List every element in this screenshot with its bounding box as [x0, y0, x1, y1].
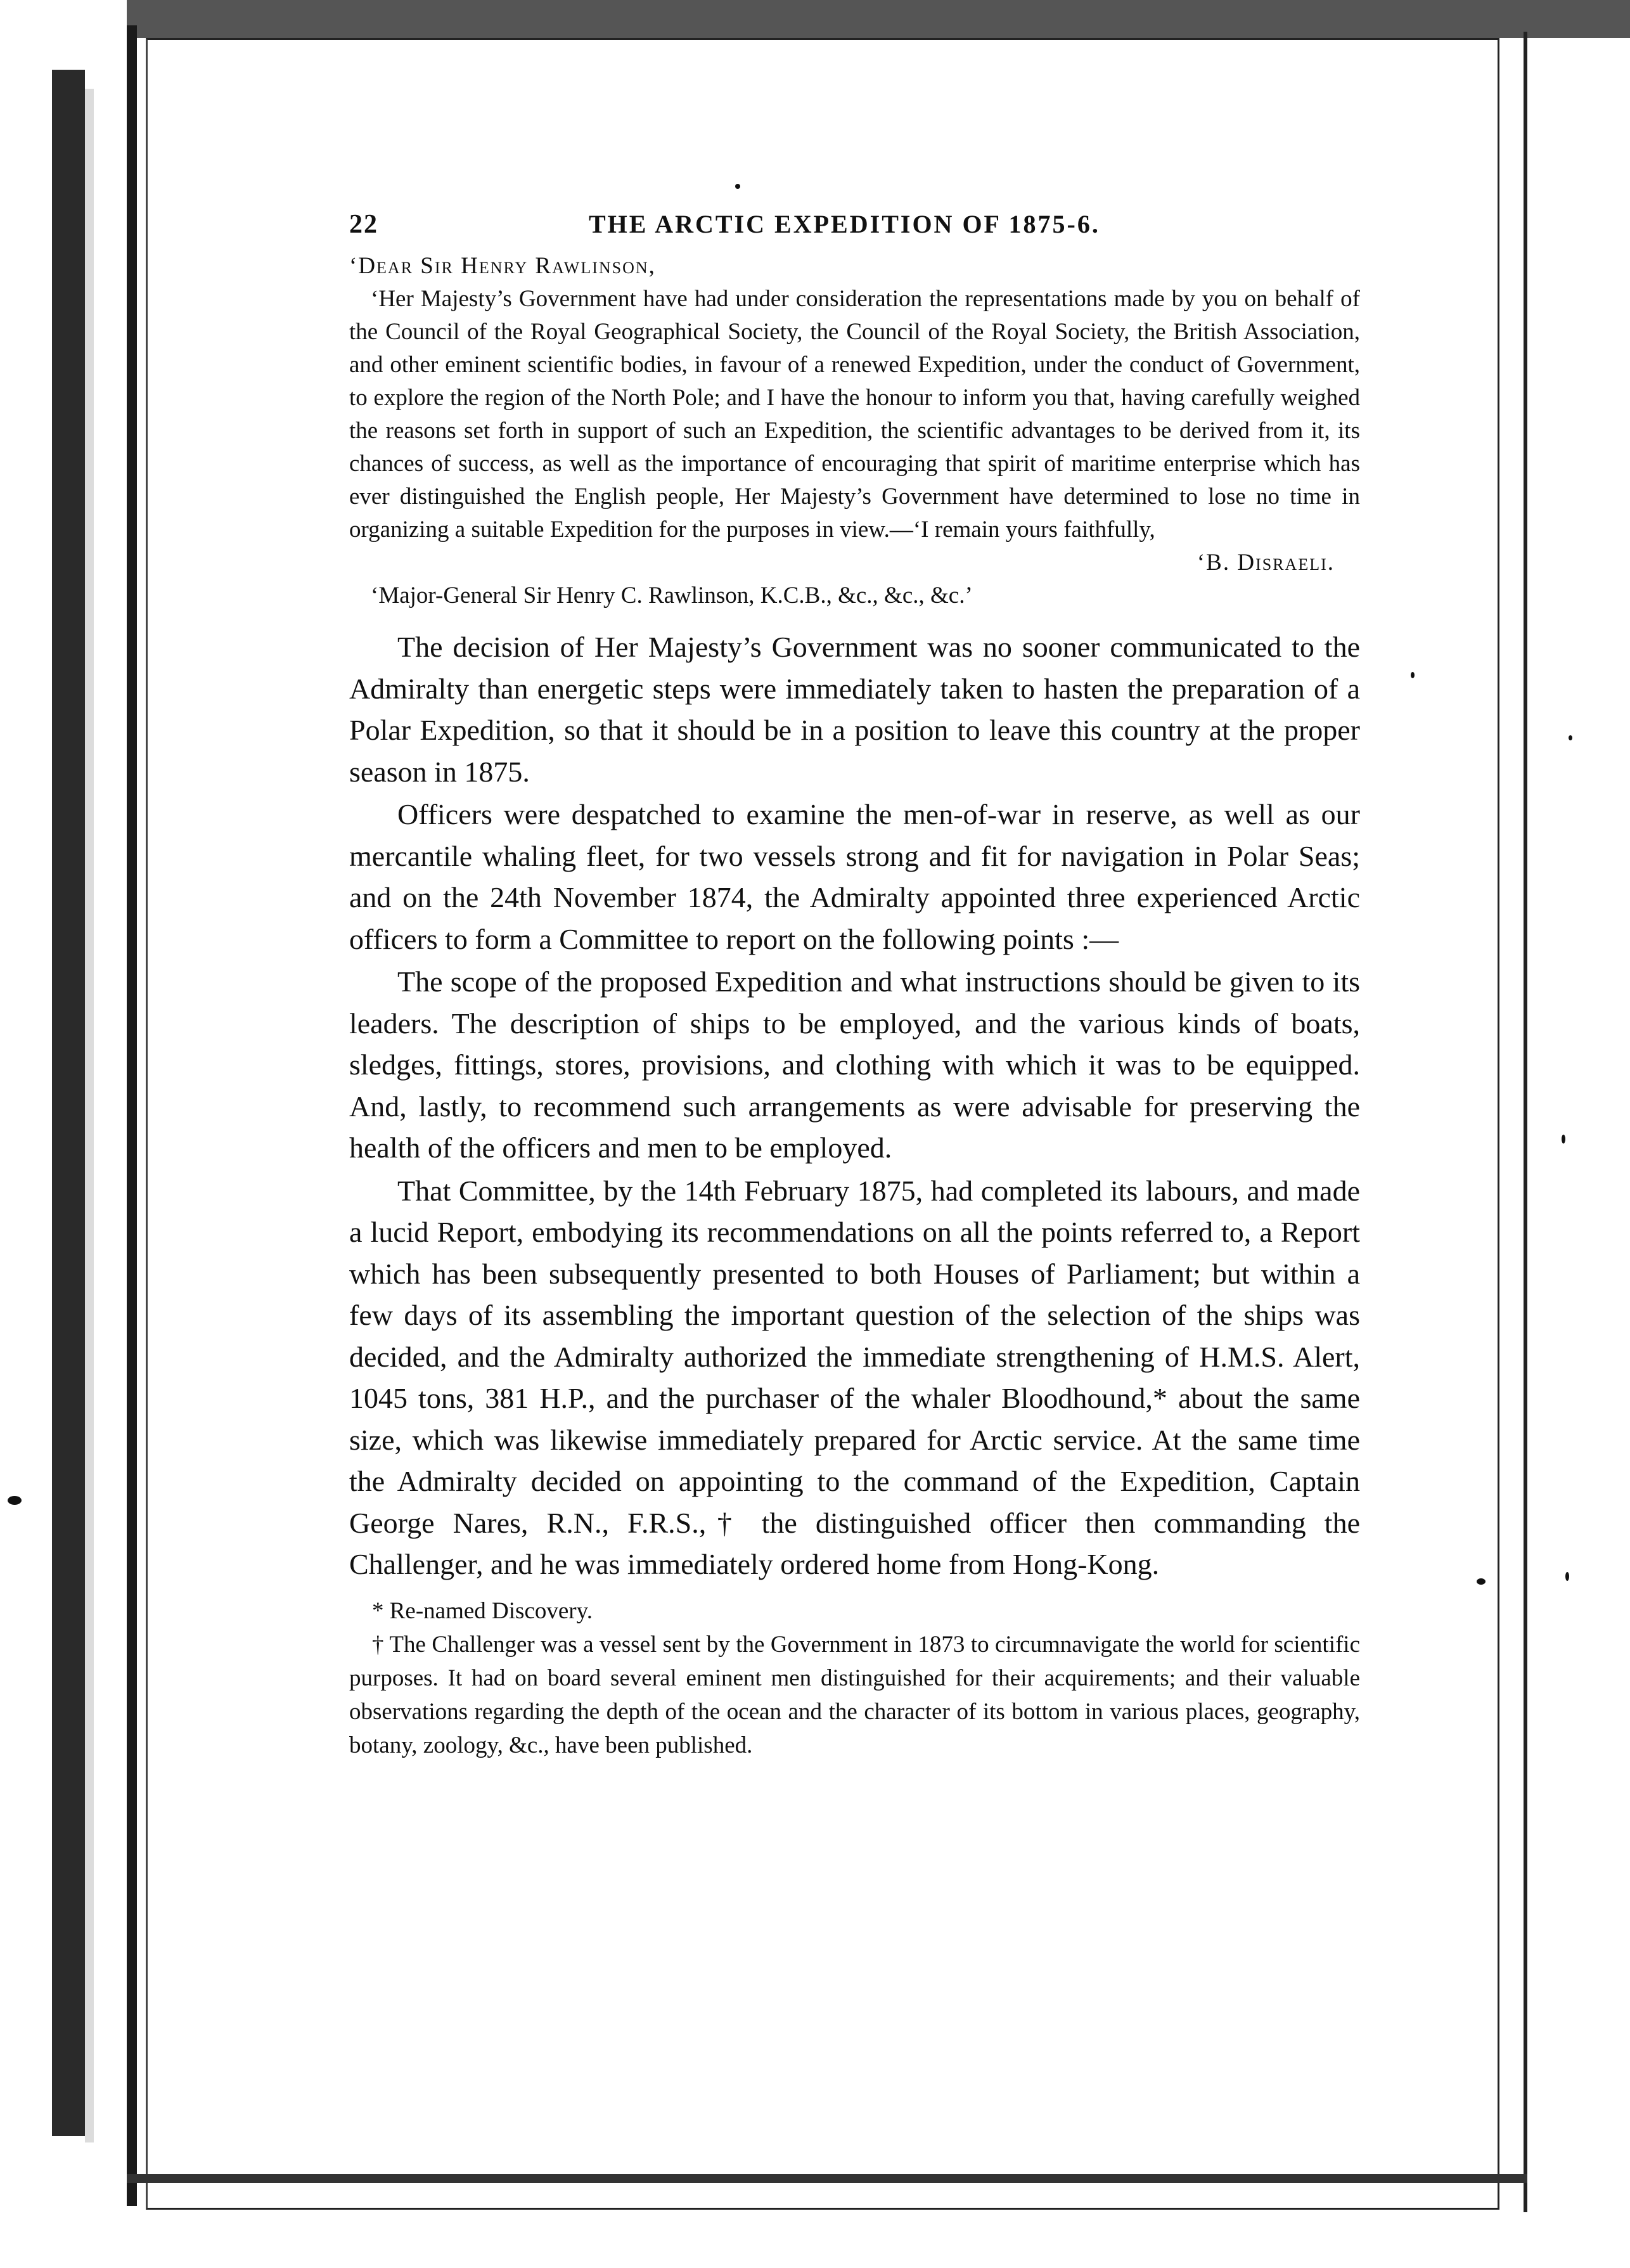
footnote: † The Challenger was a vessel sent by the Government in 1873 to circumnavigate the world for scientific purposes. It had on board several eminent men distinguished for their acquirements; and their valuable observations regarding the depth of the ocean and the character of its bottom in various places, geography, botany, zoology, &c., have been published.	[349, 1631, 1360, 1758]
page-content	[349, 203, 1360, 1762]
scan-top-border	[0, 0, 1630, 38]
letter-addressee: ‘Major-General Sir Henry C. Rawlinson, K.C.B., &c., &c., &c.’	[371, 583, 973, 609]
letter-signature: ‘B. Disraeli.	[1197, 550, 1335, 576]
page-number: 22	[349, 210, 378, 239]
scan-speck	[735, 184, 740, 189]
paragraph: The scope of the proposed Expedition and what instructions should be given to its leaders. The description of ships to be employed, and the various kinds of boats, sledges, fittings, stores, provisions, and clothing with which it was to be equipped. And, lastly, to recommend such arrangements as were advisable for preserving the health of the officers and men to be employed.	[349, 965, 1360, 1164]
book-bottom-edge	[127, 2174, 1527, 2183]
footnotes	[349, 1594, 1360, 1762]
scan-speck	[1411, 672, 1415, 678]
paragraph: The decision of Her Majesty’s Government was no sooner communicated to the Admiralty than energetic steps were immediately taken to hasten the preparation of a Polar Expedition, so that it should be in a position to leave this country at the proper season in 1875.	[349, 631, 1360, 788]
running-title: THE ARCTIC EXPEDITION OF 1875-6.	[589, 210, 1100, 238]
running-head	[349, 203, 1360, 241]
book-right-edge	[1524, 32, 1527, 2212]
scan-speck	[1569, 735, 1572, 740]
paragraph: Officers were despatched to examine the men-of-war in reserve, as well as our mercantile whaling fleet, for two vessels strong and fit for navigation in Polar Seas; and on the 24th November 1874, the Admiralty appointed three experienced Arctic officers to form a Committee to report on the following points :—	[349, 798, 1360, 955]
book-page-edges	[85, 89, 94, 2142]
main-text	[349, 626, 1360, 1585]
footnote: * Re-named Discovery.	[372, 1597, 593, 1624]
scan-speck	[1565, 1572, 1569, 1581]
scan-speck	[1477, 1578, 1486, 1585]
book-binding-edge	[127, 25, 137, 2206]
letter-body: ‘Her Majesty’s Government have had under consideration the representations made by you on behalf of the Council of the Royal Geographical Society, the Council of the Royal Society, the British Association, and other eminent scientific bodies, in favour of a renewed Expedition, under the conduct of Government, to explore the region of the North Pole; and I have the honour to inform you that, having carefully weighed the reasons set forth in support of such an Expedition, the scientific advantages to be derived from it, its chances of success, as well as the importance of encouraging that spirit of maritime enterprise which has ever distinguished the English people, Her Majesty’s Government have determined to lose no time in organizing a suitable Expedition for the purposes in view.—‘I remain yours faithfully,	[349, 286, 1360, 543]
scan-speck	[8, 1496, 22, 1505]
quoted-letter	[349, 250, 1360, 612]
paragraph: That Committee, by the 14th February 1875, had completed its labours, and made a lucid Report, embodying its recommendations on all the points referred to, a Report which has been subsequently presented to both Houses of Parliament; but within a few days of its assembling the important question of the selection of the ships was decided, and the Admiralty authorized the immediate strengthening of H.M.S. Alert, 1045 tons, 381 H.P., and the purchaser of the whaler Bloodhound,* about the same size, which was likewise immediately prepared for Arctic service. At the same time the Admiralty decided on appointing to the command of the Expedition, Captain George Nares, R.N., F.R.S.,† the distinguished officer then commanding the Challenger, and he was immediately ordered home from Hong-Kong.	[349, 1174, 1360, 1580]
book-spine-edge	[52, 70, 85, 2136]
scan-speck	[1562, 1135, 1565, 1144]
letter-salutation: ‘Dear Sir Henry Rawlinson,	[349, 253, 656, 279]
